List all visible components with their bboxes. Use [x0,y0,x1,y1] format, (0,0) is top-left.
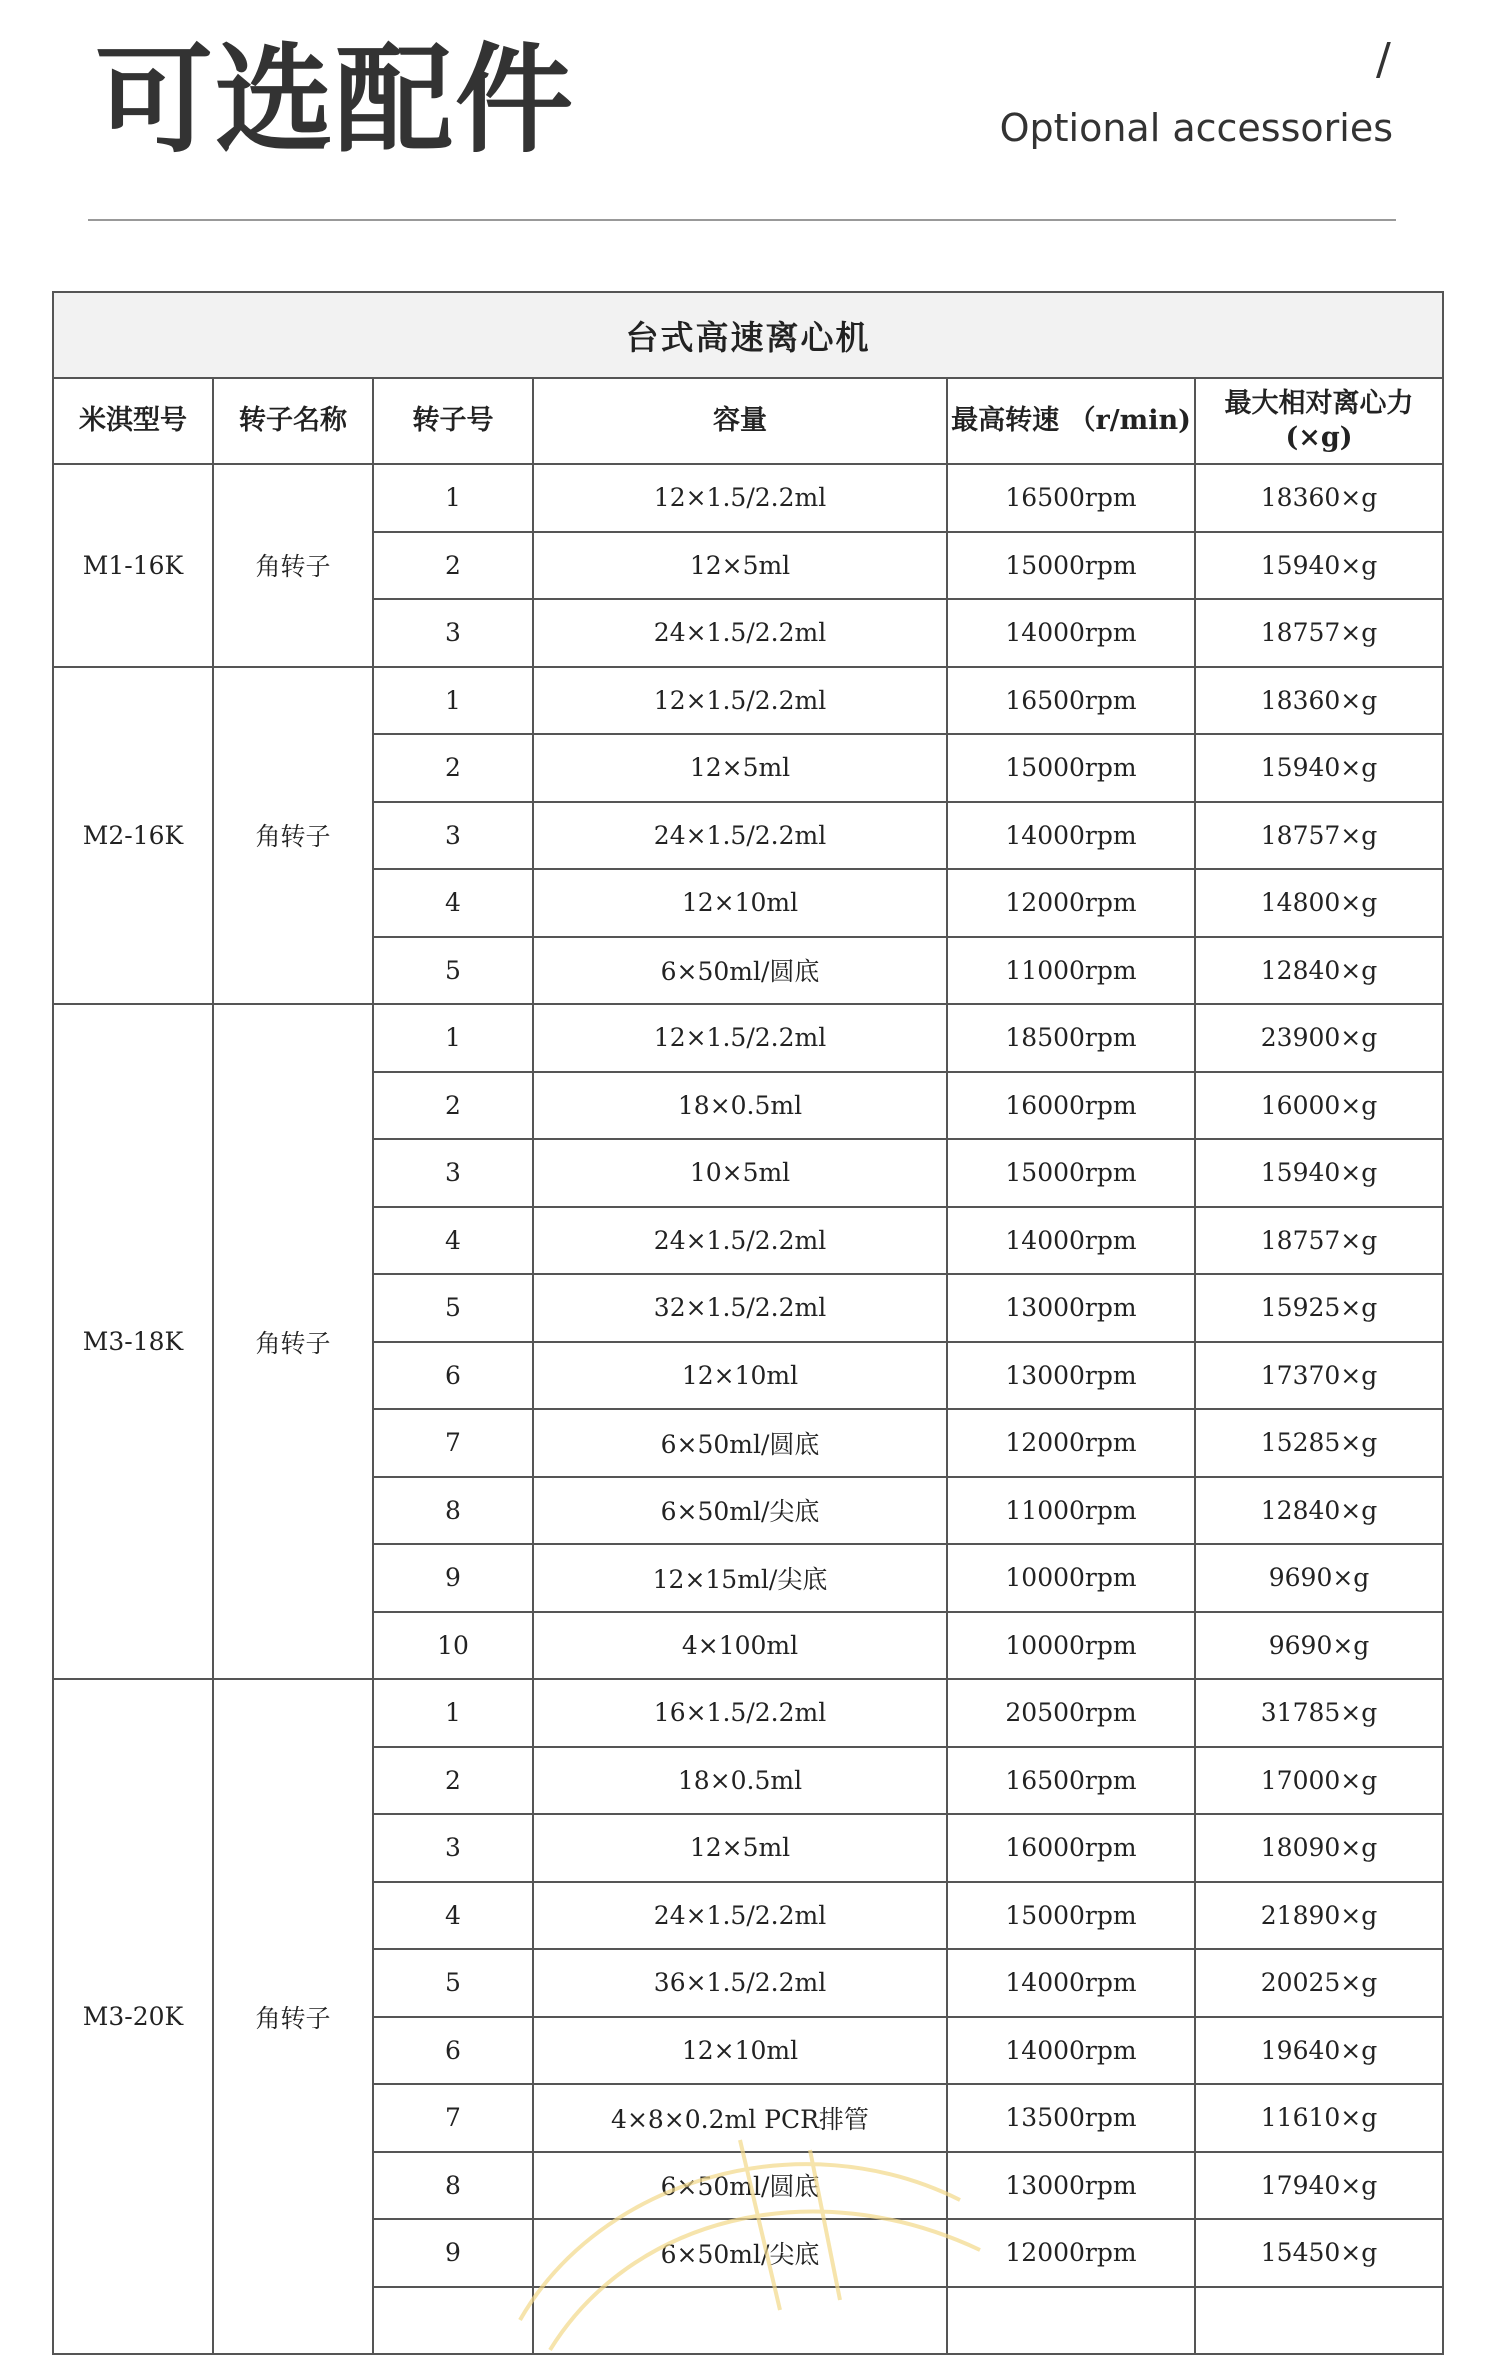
accessories-table [52,291,1444,2355]
rotor-no-cell: 10 [373,1612,533,1680]
rotor-no-cell: 3 [373,599,533,667]
max-speed-cell: 16000rpm [947,1814,1195,1882]
rotor-no-cell: 2 [373,1747,533,1815]
max-rcf-cell: 18757×g [1195,1207,1443,1275]
capacity-cell: 12×10ml [533,2017,947,2085]
capacity-cell: 10×5ml [533,1139,947,1207]
capacity-cell: 12×5ml [533,734,947,802]
max-rcf-cell: 18360×g [1195,464,1443,532]
max-rcf-cell: 11610×g [1195,2084,1443,2152]
max-rcf-cell: 23900×g [1195,1004,1443,1072]
model-cell: M1-16K [53,464,213,667]
rotor-name-cell: 角转子 [213,464,373,667]
max-speed-cell: 18500rpm [947,1004,1195,1072]
capacity-cell: 18×0.5ml [533,1747,947,1815]
max-rcf-cell: 14800×g [1195,869,1443,937]
max-speed-cell [947,2287,1195,2355]
rotor-no-cell: 2 [373,1072,533,1140]
capacity-cell: 12×5ml [533,1814,947,1882]
rotor-no-cell: 9 [373,1544,533,1612]
max-rcf-cell: 17370×g [1195,1342,1443,1410]
capacity-cell: 16×1.5/2.2ml [533,1679,947,1747]
rotor-no-cell: 6 [373,1342,533,1410]
rotor-no-cell: 5 [373,937,533,1005]
capacity-cell: 6×50ml/圆底 [533,2152,947,2220]
capacity-cell [533,2287,947,2355]
max-speed-cell: 10000rpm [947,1612,1195,1680]
max-speed-cell: 12000rpm [947,869,1195,937]
rotor-no-cell: 1 [373,464,533,532]
max-speed-cell: 13000rpm [947,1274,1195,1342]
rotor-no-cell: 6 [373,2017,533,2085]
model-cell: M3-18K [53,1004,213,1679]
max-rcf-cell: 18757×g [1195,802,1443,870]
max-rcf-cell: 16000×g [1195,1072,1443,1140]
max-speed-cell: 16500rpm [947,464,1195,532]
rotor-no-cell: 2 [373,532,533,600]
max-speed-cell: 15000rpm [947,1139,1195,1207]
max-rcf-cell: 19640×g [1195,2017,1443,2085]
capacity-cell: 6×50ml/尖底 [533,1477,947,1545]
max-speed-cell: 16500rpm [947,1747,1195,1815]
title-divider-slash: / [1376,34,1391,85]
header-rule [88,219,1396,221]
rotor-no-cell: 7 [373,1409,533,1477]
max-speed-cell: 14000rpm [947,1207,1195,1275]
max-rcf-cell: 15285×g [1195,1409,1443,1477]
model-cell: M2-16K [53,667,213,1005]
rotor-no-cell: 3 [373,802,533,870]
max-rcf-cell: 21890×g [1195,1882,1443,1950]
max-speed-cell: 14000rpm [947,2017,1195,2085]
max-rcf-cell: 15925×g [1195,1274,1443,1342]
rotor-no-cell: 4 [373,1882,533,1950]
max-rcf-cell: 18090×g [1195,1814,1443,1882]
max-rcf-cell: 15940×g [1195,532,1443,600]
rotor-no-cell [373,2287,533,2355]
max-rcf-cell: 15450×g [1195,2219,1443,2287]
rotor-no-cell: 5 [373,1274,533,1342]
max-rcf-cell: 15940×g [1195,1139,1443,1207]
rotor-no-cell: 8 [373,2152,533,2220]
table-body [53,464,1443,2354]
capacity-cell: 12×1.5/2.2ml [533,667,947,735]
capacity-cell: 12×10ml [533,869,947,937]
table-row [53,464,1443,532]
max-rcf-cell: 17000×g [1195,1747,1443,1815]
max-speed-cell: 14000rpm [947,1949,1195,2017]
max-speed-cell: 12000rpm [947,1409,1195,1477]
rotor-no-cell: 8 [373,1477,533,1545]
max-speed-cell: 13000rpm [947,1342,1195,1410]
max-speed-cell: 12000rpm [947,2219,1195,2287]
capacity-cell: 36×1.5/2.2ml [533,1949,947,2017]
capacity-cell: 4×100ml [533,1612,947,1680]
capacity-cell: 6×50ml/圆底 [533,1409,947,1477]
max-rcf-cell: 17940×g [1195,2152,1443,2220]
capacity-cell: 12×1.5/2.2ml [533,464,947,532]
max-rcf-cell: 12840×g [1195,937,1443,1005]
rotor-no-cell: 4 [373,1207,533,1275]
max-speed-cell: 13500rpm [947,2084,1195,2152]
capacity-cell: 4×8×0.2ml PCR排管 [533,2084,947,2152]
max-speed-cell: 15000rpm [947,532,1195,600]
column-header-rotor-no: 转子号 [373,378,533,464]
model-cell: M3-20K [53,1679,213,2354]
capacity-cell: 24×1.5/2.2ml [533,599,947,667]
max-speed-cell: 15000rpm [947,734,1195,802]
max-rcf-cell: 15940×g [1195,734,1443,802]
max-rcf-cell: 9690×g [1195,1544,1443,1612]
max-rcf-cell: 9690×g [1195,1612,1443,1680]
max-speed-cell: 15000rpm [947,1882,1195,1950]
page-title: 可选配件 [95,31,576,169]
max-rcf-cell: 12840×g [1195,1477,1443,1545]
rotor-no-cell: 5 [373,1949,533,2017]
column-header-max-speed: 最高转速 （r/min) [947,378,1195,464]
max-speed-cell: 16500rpm [947,667,1195,735]
table-row [53,1004,1443,1072]
capacity-cell: 24×1.5/2.2ml [533,802,947,870]
column-header-max-rcf: 最大相对离心力(×g) [1195,378,1443,464]
max-rcf-cell: 18757×g [1195,599,1443,667]
max-speed-cell: 14000rpm [947,599,1195,667]
table-row [53,667,1443,735]
capacity-cell: 12×10ml [533,1342,947,1410]
rotor-name-cell: 角转子 [213,1004,373,1679]
max-rcf-cell: 20025×g [1195,1949,1443,2017]
rotor-no-cell: 1 [373,1679,533,1747]
max-speed-cell: 11000rpm [947,1477,1195,1545]
rotor-no-cell: 9 [373,2219,533,2287]
rotor-no-cell: 2 [373,734,533,802]
max-speed-cell: 16000rpm [947,1072,1195,1140]
capacity-cell: 32×1.5/2.2ml [533,1274,947,1342]
max-speed-cell: 13000rpm [947,2152,1195,2220]
max-rcf-cell [1195,2287,1443,2355]
capacity-cell: 18×0.5ml [533,1072,947,1140]
accessories-table-container [52,291,1442,2355]
column-header-model: 米淇型号 [53,378,213,464]
rotor-no-cell: 4 [373,869,533,937]
rotor-name-cell: 角转子 [213,1679,373,2354]
table-title: 台式高速离心机 [53,292,1443,378]
rotor-no-cell: 1 [373,1004,533,1072]
max-speed-cell: 10000rpm [947,1544,1195,1612]
rotor-no-cell: 7 [373,2084,533,2152]
capacity-cell: 24×1.5/2.2ml [533,1882,947,1950]
rotor-no-cell: 3 [373,1139,533,1207]
rotor-name-cell: 角转子 [213,667,373,1005]
column-header-capacity: 容量 [533,378,947,464]
rotor-no-cell: 1 [373,667,533,735]
max-speed-cell: 20500rpm [947,1679,1195,1747]
rotor-no-cell: 3 [373,1814,533,1882]
max-rcf-cell: 18360×g [1195,667,1443,735]
max-speed-cell: 14000rpm [947,802,1195,870]
page-subtitle: Optional accessories [999,106,1393,150]
capacity-cell: 6×50ml/圆底 [533,937,947,1005]
capacity-cell: 12×15ml/尖底 [533,1544,947,1612]
capacity-cell: 24×1.5/2.2ml [533,1207,947,1275]
capacity-cell: 12×1.5/2.2ml [533,1004,947,1072]
column-header-rotor-name: 转子名称 [213,378,373,464]
capacity-cell: 12×5ml [533,532,947,600]
capacity-cell: 6×50ml/尖底 [533,2219,947,2287]
max-rcf-cell: 31785×g [1195,1679,1443,1747]
max-speed-cell: 11000rpm [947,937,1195,1005]
table-row [53,1679,1443,1747]
